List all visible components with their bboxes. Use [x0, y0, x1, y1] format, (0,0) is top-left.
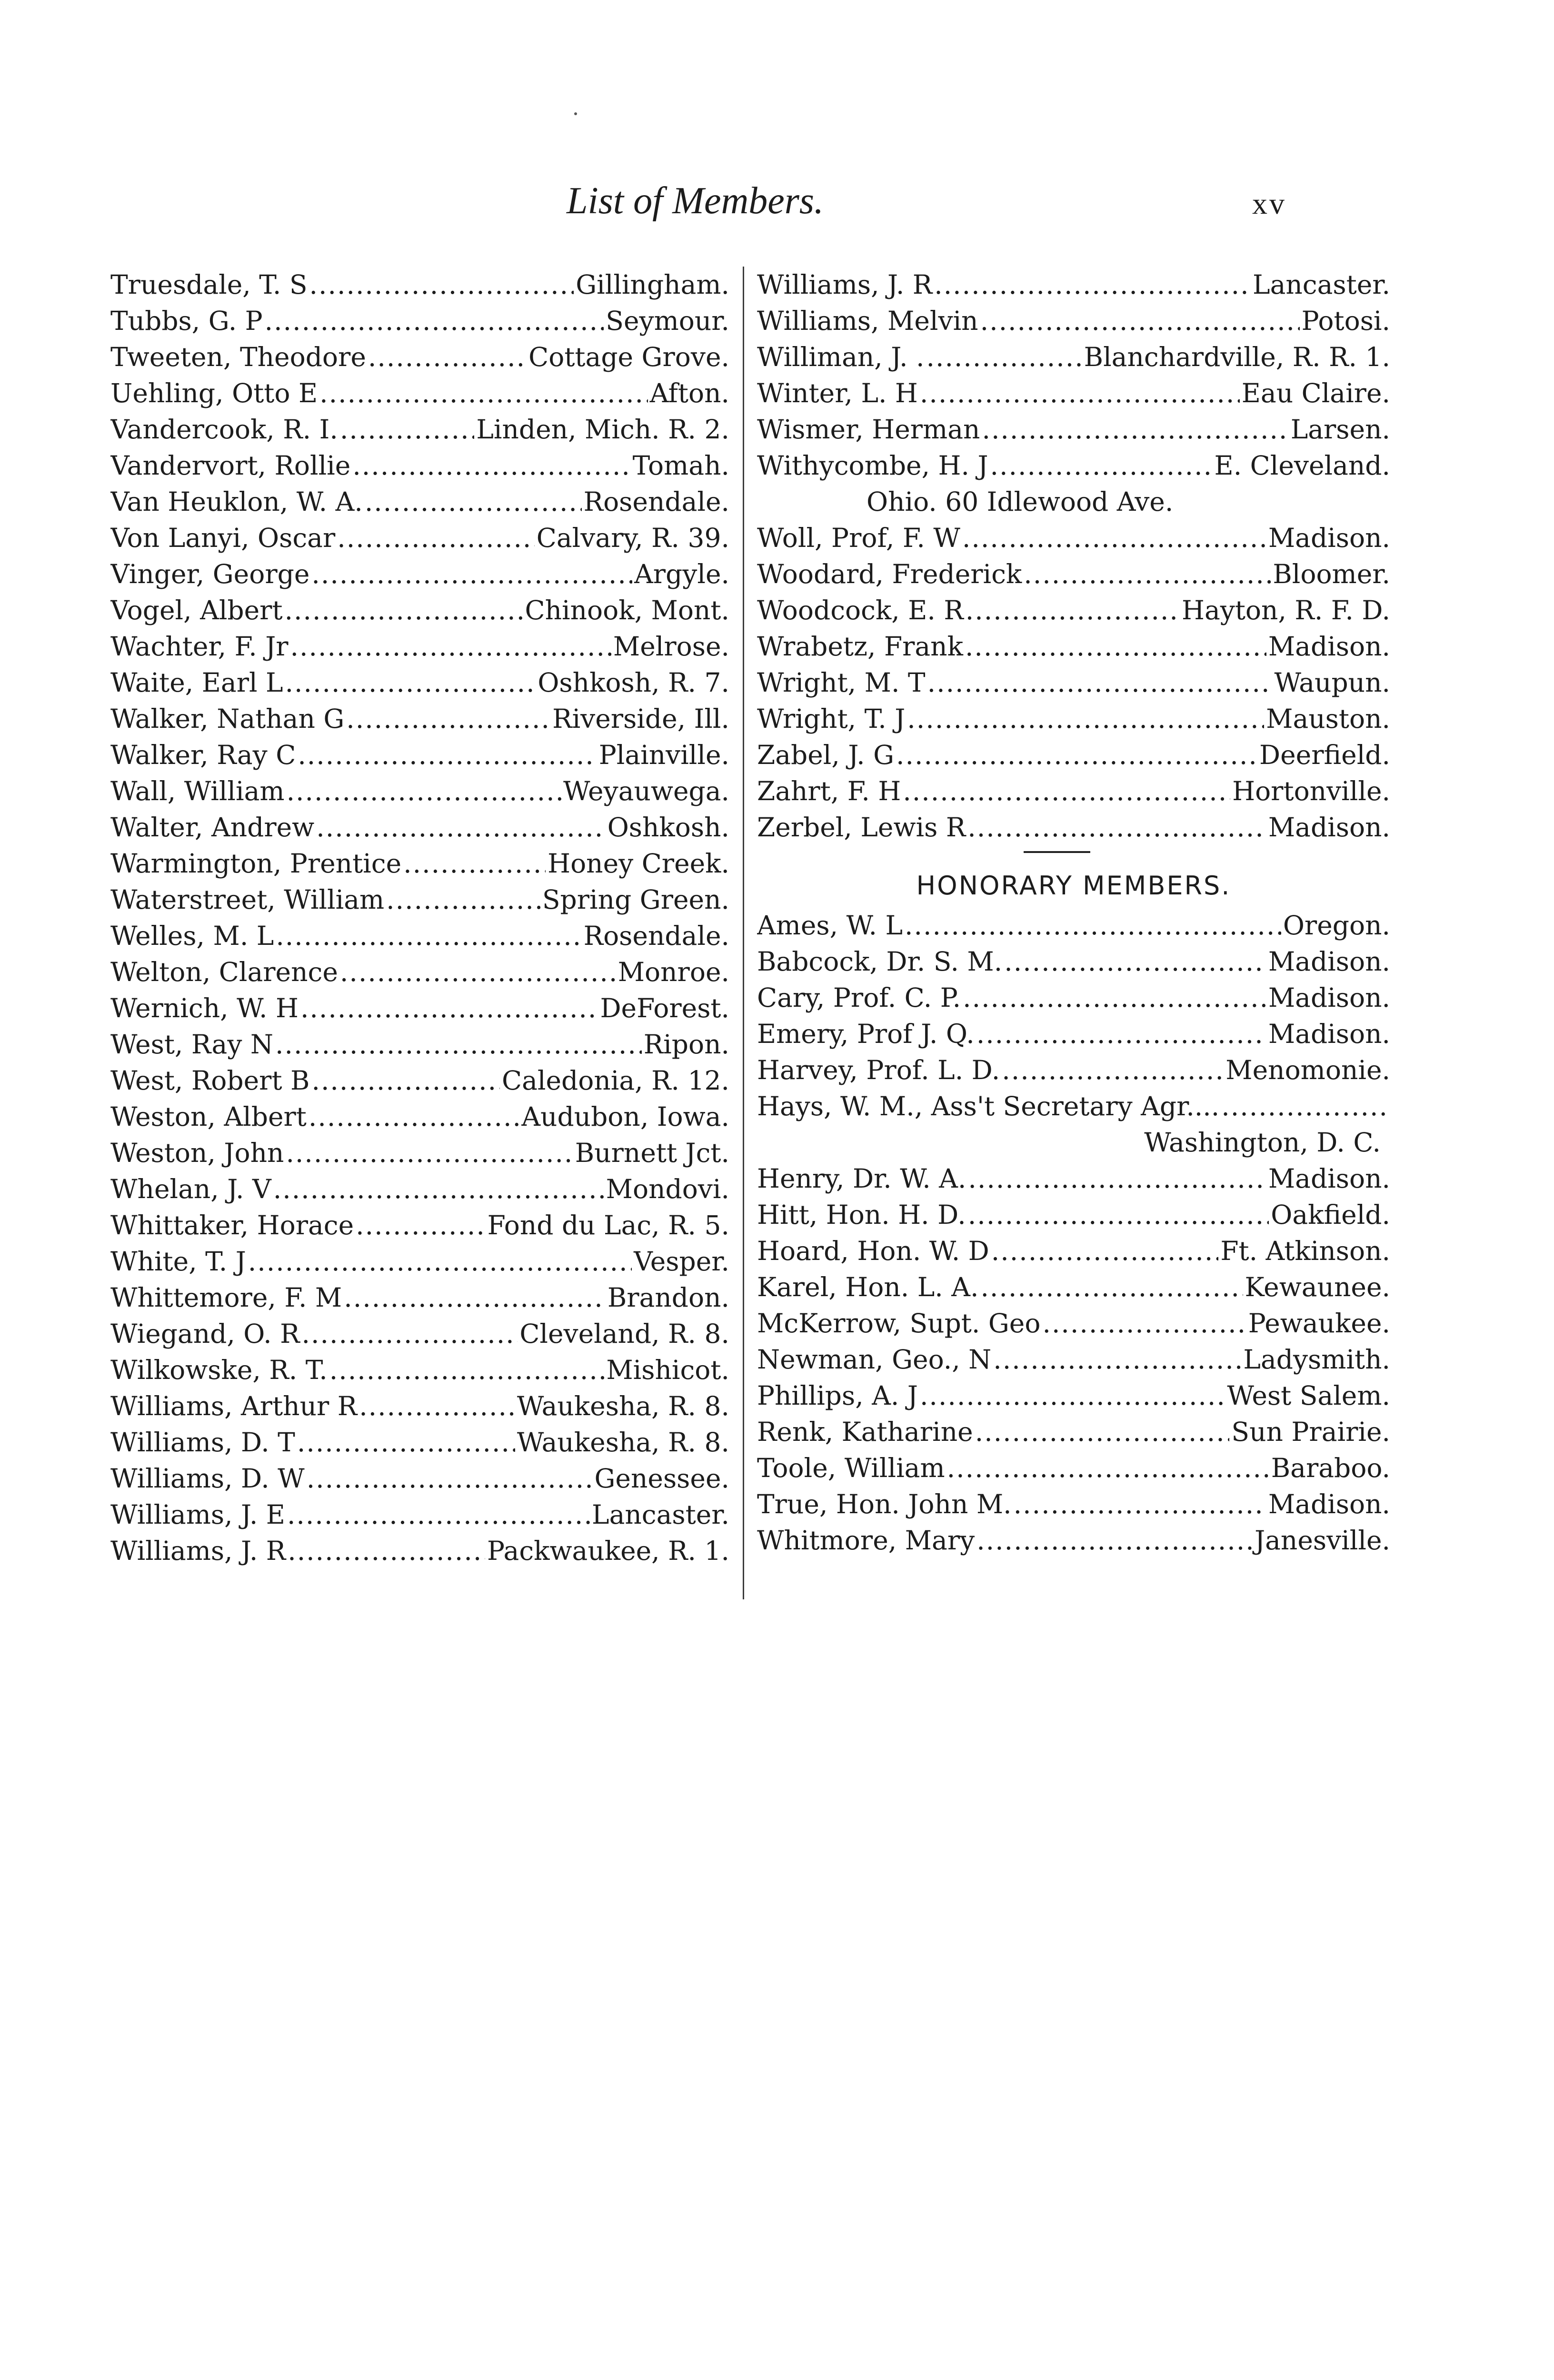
leader-dots [285, 664, 536, 701]
member-place: Eau Claire. [1241, 378, 1390, 408]
member-place: Cleveland, R. 8. [519, 1319, 729, 1349]
leader-dots [309, 1099, 519, 1135]
member-entry [757, 1233, 1390, 1269]
member-entry [757, 556, 1390, 592]
member-entry [110, 954, 729, 990]
member-name: Karel, Hon. L. A. [757, 1272, 979, 1302]
leader-dots [287, 1497, 590, 1533]
member-place: Lancaster. [592, 1499, 729, 1530]
leader-dots [352, 447, 630, 484]
member-entry [757, 943, 1390, 980]
member-entry [757, 375, 1390, 411]
member-entry [110, 990, 729, 1026]
member-place: Seymour. [606, 306, 729, 336]
member-place: Kewaunee. [1245, 1272, 1390, 1302]
member-entry [757, 628, 1390, 664]
member-entry [110, 628, 729, 664]
leader-dots [276, 918, 581, 954]
member-name: True, Hon. John M. [757, 1489, 1012, 1519]
member-place: Oregon. [1283, 910, 1390, 941]
member-entry [757, 1197, 1390, 1233]
member-place: Janesville. [1255, 1525, 1390, 1556]
member-name: Williams, J. E [110, 1499, 285, 1530]
print-speck [574, 112, 577, 115]
leader-dots [982, 411, 1288, 447]
member-name: Toole, William [757, 1453, 945, 1483]
leader-dots [1004, 943, 1266, 980]
member-place: Mishicot. [606, 1355, 729, 1385]
member-place: Madison. [1268, 523, 1390, 553]
member-name: Emery, Prof J. Q. [757, 1019, 975, 1049]
page-number: xv [1252, 187, 1286, 220]
member-name: Uehling, Otto E [110, 378, 318, 408]
member-place: Honey Creek. [548, 848, 729, 879]
member-place: Madison. [1268, 1019, 1390, 1049]
member-entry [110, 737, 729, 773]
leader-dots [365, 484, 582, 520]
member-entry [110, 1062, 729, 1099]
member-entry [110, 1533, 729, 1569]
member-entry [757, 1341, 1390, 1378]
member-name: Whittemore, F. M [110, 1282, 342, 1313]
member-name: Babcock, Dr. S. M. [757, 946, 1003, 977]
member-name: Welles, M. L [110, 921, 274, 951]
member-place: Monroe. [618, 957, 729, 987]
member-entry [110, 484, 729, 520]
member-name: Woll, Prof, F. W [757, 523, 960, 553]
member-name: Cary, Prof. C. P. [757, 982, 961, 1013]
member-place: Madison. [1268, 946, 1390, 977]
member-entry [110, 1279, 729, 1316]
member-name: Williams, Arthur R [110, 1391, 358, 1421]
leader-dots [248, 1243, 632, 1279]
member-place: Oakfield. [1271, 1200, 1390, 1230]
member-place: Waukesha, R. 8. [517, 1391, 729, 1421]
section-separator [757, 845, 1390, 864]
member-name: Williams, J. R [110, 1536, 286, 1566]
member-entry [110, 592, 729, 628]
member-entry [757, 1414, 1390, 1450]
member-place: West Salem. [1227, 1380, 1390, 1411]
honorary-members-heading: HONORARY MEMBERS. [916, 871, 1231, 901]
member-entry [110, 375, 729, 411]
member-place: Oshkosh, R. 7. [538, 667, 729, 698]
member-entry [757, 1378, 1390, 1414]
member-name: Woodcock, E. R [757, 595, 964, 625]
member-name: Waite, Earl L [110, 667, 283, 698]
left-member-column [110, 267, 729, 1569]
member-name: Weston, John [110, 1138, 284, 1168]
member-place: Deerfield. [1259, 740, 1390, 770]
leader-dots [340, 411, 475, 447]
leader-dots [311, 1062, 500, 1099]
member-place: Riverside, Ill. [552, 704, 729, 734]
leader-dots [340, 954, 616, 990]
member-name: McKerrow, Supt. Geo [757, 1308, 1041, 1339]
member-name: Hays, W. M., Ass't Secretary Agr.... [757, 1091, 1220, 1121]
member-place: Gillingham. [576, 269, 729, 300]
leader-dots [302, 1316, 518, 1352]
member-name: Wrabetz, Frank [757, 631, 963, 662]
member-name: Vogel, Albert [110, 595, 283, 625]
member-entry [757, 1052, 1390, 1088]
leader-dots [290, 628, 611, 664]
member-place: Hayton, R. F. D. [1182, 595, 1390, 625]
member-entry [110, 1243, 729, 1279]
leader-dots [991, 1233, 1219, 1269]
leader-dots [896, 737, 1257, 773]
member-place: Madison. [1268, 982, 1390, 1013]
member-entry [757, 267, 1390, 303]
leader-dots [920, 1378, 1225, 1414]
member-entry [110, 556, 729, 592]
member-place: Calvary, R. 39. [536, 523, 729, 553]
member-place: Lancaster. [1253, 269, 1390, 300]
leader-dots [309, 267, 574, 303]
leader-dots [980, 1269, 1243, 1305]
member-name: Walter, Andrew [110, 812, 315, 843]
member-place: Larsen. [1290, 414, 1390, 445]
leader-dots [965, 628, 1266, 664]
member-place: Afton. [649, 378, 729, 408]
member-place: Baraboo. [1271, 1453, 1390, 1483]
member-place: Pewaukee. [1248, 1308, 1390, 1339]
leader-dots [1002, 1052, 1224, 1088]
member-entry [110, 1424, 729, 1460]
leader-dots [319, 375, 648, 411]
member-entry [757, 664, 1390, 701]
member-name: Vandervort, Rollie [110, 450, 351, 481]
member-name: Newman, Geo., N [757, 1344, 992, 1375]
leader-dots [288, 1533, 485, 1569]
member-entry [757, 411, 1390, 447]
member-name: Whittaker, Horace [110, 1210, 354, 1240]
member-entry [757, 1088, 1390, 1124]
leader-dots [297, 1424, 515, 1460]
member-name: Von Lanyi, Oscar [110, 523, 336, 553]
member-place: Chinook, Mont. [525, 595, 729, 625]
member-entry-continuation: Washington, D. C. [1144, 1127, 1381, 1158]
member-place: Madison. [1268, 1163, 1390, 1194]
member-name: Whelan, J. V [110, 1174, 271, 1204]
member-entry [110, 303, 729, 339]
leader-dots [1042, 1305, 1246, 1341]
member-place: Oshkosh. [607, 812, 729, 843]
member-place: Weyauwega. [563, 776, 729, 806]
member-name: Tweeten, Theodore [110, 342, 366, 372]
member-name: Wiegand, O. R [110, 1319, 300, 1349]
leader-dots [1024, 556, 1271, 592]
member-place: Genessee. [594, 1463, 729, 1494]
member-place: Tomah. [632, 450, 729, 481]
member-place: Plainville. [598, 740, 729, 770]
member-entry [110, 339, 729, 375]
leader-dots [927, 664, 1273, 701]
leader-dots [968, 1160, 1266, 1197]
leader-dots [337, 520, 535, 556]
member-entry [757, 447, 1390, 484]
member-name: Weston, Albert [110, 1101, 307, 1132]
member-place: Vesper. [634, 1246, 729, 1277]
member-entry [110, 1352, 729, 1388]
member-name: Welton, Clarence [110, 957, 338, 987]
leader-dots [300, 990, 598, 1026]
member-name: Zahrt, F. H [757, 776, 901, 806]
member-name: Williams, Melvin [757, 306, 978, 336]
member-entry [757, 339, 1390, 375]
member-place: E. Cleveland. [1214, 450, 1390, 481]
member-name: Zabel, J. G [757, 740, 894, 770]
member-entry [757, 980, 1390, 1016]
member-place: Caledonia, R. 12. [502, 1065, 729, 1096]
leader-dots [962, 520, 1266, 556]
member-place: Argyle. [634, 559, 729, 589]
member-place: Bloomer. [1273, 559, 1390, 589]
leader-dots [993, 1341, 1241, 1378]
member-place: Spring Green. [542, 884, 729, 915]
member-name: Winter, L. H [757, 378, 918, 408]
member-name: Williams, J. R [757, 269, 933, 300]
member-entry [757, 737, 1390, 773]
member-name: Williams, D. W [110, 1463, 305, 1494]
member-name: Tubbs, G. P [110, 306, 263, 336]
member-entry [110, 1026, 729, 1062]
member-place: Linden, Mich. R. 2. [476, 414, 729, 445]
member-place: Madison. [1268, 631, 1390, 662]
short-rule [1024, 851, 1090, 853]
member-name: Wright, M. T [757, 667, 926, 698]
member-place: Mondovi. [606, 1174, 729, 1204]
member-entry [110, 773, 729, 809]
member-entry [110, 701, 729, 737]
member-place: Blanchardville, R. R. 1. [1084, 342, 1390, 372]
member-name: Wilkowske, R. T. [110, 1355, 328, 1385]
member-name: Renk, Katharine [757, 1417, 973, 1447]
member-entry [110, 520, 729, 556]
member-place: Sun Prairie. [1231, 1417, 1390, 1447]
member-entry [110, 1099, 729, 1135]
running-head [0, 177, 1554, 225]
member-place: Ft. Atkinson. [1220, 1236, 1390, 1266]
member-entry [110, 411, 729, 447]
leader-dots [975, 1414, 1230, 1450]
member-entry [757, 773, 1390, 809]
leader-dots [967, 809, 1266, 845]
member-entry [110, 918, 729, 954]
member-name: West, Robert B [110, 1065, 310, 1096]
member-place: Rosendale. [583, 486, 729, 517]
member-entry-continuation: Ohio. 60 Idlewood Ave. [867, 486, 1174, 517]
leader-dots [307, 1460, 593, 1497]
leader-dots [356, 1207, 485, 1243]
member-name: Hoard, Hon. W. D [757, 1236, 989, 1266]
right-member-column [757, 267, 1390, 1558]
member-name: Withycombe, H. J [757, 450, 988, 481]
member-entry [757, 1305, 1390, 1341]
member-entry [110, 447, 729, 484]
member-place: Ladysmith. [1243, 1344, 1390, 1375]
leader-dots [273, 1171, 604, 1207]
member-name: Vinger, George [110, 559, 310, 589]
member-name: Ames, W. L [757, 910, 903, 941]
member-name: Williams, D. T [110, 1427, 295, 1458]
member-name: Wright, T. J [757, 704, 906, 734]
leader-dots [905, 907, 1281, 943]
member-entry [757, 520, 1390, 556]
member-name: Van Heuklon, W. A. [110, 486, 363, 517]
member-name: Wernich, W. H [110, 993, 299, 1023]
leader-dots [386, 882, 540, 918]
member-place: Melrose. [613, 631, 729, 662]
member-place: Waupun. [1274, 667, 1390, 698]
member-entry [757, 1269, 1390, 1305]
member-place: Burnett Jct. [575, 1138, 729, 1168]
member-place: Rosendale. [583, 921, 729, 951]
leader-dots [1014, 1486, 1266, 1522]
member-entry [110, 1171, 729, 1207]
member-entry [757, 809, 1390, 845]
leader-dots [903, 773, 1230, 809]
leader-dots [966, 592, 1180, 628]
leader-dots [329, 1352, 605, 1388]
member-name: Hitt, Hon. H. D. [757, 1200, 966, 1230]
member-entry [757, 701, 1390, 737]
member-entry [757, 1016, 1390, 1052]
member-name: Woodard, Frederick [757, 559, 1022, 589]
leader-dots [275, 1026, 642, 1062]
member-place: Cottage Grove. [528, 342, 729, 372]
member-name: Wachter, F. Jr [110, 631, 289, 662]
member-entry [110, 1207, 729, 1243]
member-name: Walker, Nathan G [110, 704, 345, 734]
member-place: Audubon, Iowa. [521, 1101, 729, 1132]
leader-dots [368, 339, 527, 375]
leader-dots [934, 267, 1251, 303]
member-name: Wismer, Herman [757, 414, 980, 445]
member-name: Truesdale, T. S [110, 269, 308, 300]
member-name: Whitmore, Mary [757, 1525, 975, 1556]
member-entry [110, 809, 729, 845]
leader-dots [287, 773, 561, 809]
member-place: DeForest. [600, 993, 729, 1023]
member-place: Packwaukee, R. 1. [487, 1536, 729, 1566]
leader-dots [926, 339, 1082, 375]
member-entry [757, 1450, 1390, 1486]
member-place: Madison. [1268, 812, 1390, 843]
member-place: Waukesha, R. 8. [517, 1427, 729, 1458]
leader-dots [907, 701, 1264, 737]
member-name: West, Ray N [110, 1029, 274, 1060]
leader-dots [947, 1450, 1269, 1486]
member-name: Henry, Dr. W. A. [757, 1163, 966, 1194]
leader-dots [316, 809, 605, 845]
member-name: White, T. J [110, 1246, 246, 1277]
running-title: List of Members. [567, 180, 824, 222]
leader-dots [403, 845, 546, 882]
leader-dots [346, 701, 550, 737]
leader-dots [968, 1197, 1269, 1233]
leader-dots [976, 1522, 1253, 1558]
member-place: Fond du Lac, R. 5. [487, 1210, 729, 1240]
member-place: Potosi. [1301, 306, 1390, 336]
leader-dots [311, 556, 632, 592]
leader-dots [1221, 1088, 1388, 1124]
leader-dots [265, 303, 604, 339]
member-place: Mauston. [1266, 704, 1390, 734]
leader-dots [344, 1279, 606, 1316]
member-place: Ripon. [643, 1029, 729, 1060]
member-name: Phillips, A. J [757, 1380, 918, 1411]
member-entry [110, 267, 729, 303]
leader-dots [285, 592, 523, 628]
leader-dots [298, 737, 597, 773]
member-entry [757, 1160, 1390, 1197]
member-entry [757, 1522, 1390, 1558]
member-place: Brandon. [607, 1282, 729, 1313]
member-entry [110, 882, 729, 918]
leader-dots [976, 1016, 1266, 1052]
member-name: Vandercook, R. I. [110, 414, 338, 445]
leader-dots [990, 447, 1213, 484]
member-entry [110, 1388, 729, 1424]
member-place: Menomonie. [1225, 1055, 1390, 1085]
member-name: Wall, William [110, 776, 285, 806]
member-entry [110, 845, 729, 882]
member-entry [110, 1497, 729, 1533]
member-place: Madison. [1268, 1489, 1390, 1519]
leader-dots [359, 1388, 515, 1424]
leader-dots [286, 1135, 573, 1171]
member-entry [110, 664, 729, 701]
member-name: Williman, J. . [757, 342, 925, 372]
member-entry [757, 303, 1390, 339]
member-entry [110, 1460, 729, 1497]
member-entry [757, 907, 1390, 943]
leader-dots [920, 375, 1240, 411]
member-entry [110, 1316, 729, 1352]
member-entry [757, 1486, 1390, 1522]
member-name: Warmington, Prentice [110, 848, 402, 879]
column-divider [743, 267, 744, 1599]
member-place: Hortonville. [1232, 776, 1390, 806]
member-entry [757, 592, 1390, 628]
member-name: Walker, Ray C [110, 740, 296, 770]
leader-dots [980, 303, 1300, 339]
member-entry [110, 1135, 729, 1171]
member-name: Zerbel, Lewis R [757, 812, 966, 843]
member-name: Harvey, Prof. L. D. [757, 1055, 1000, 1085]
leader-dots [963, 980, 1266, 1016]
member-name: Waterstreet, William [110, 884, 385, 915]
